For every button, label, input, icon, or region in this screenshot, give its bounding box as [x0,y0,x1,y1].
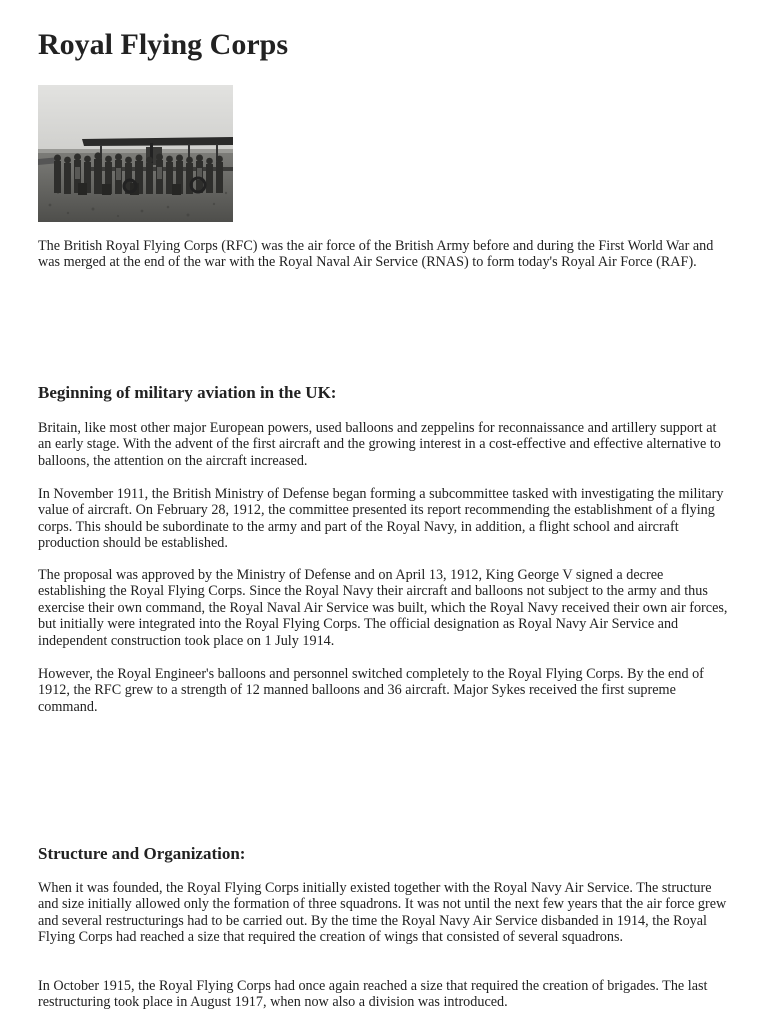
section-paragraph: The proposal was approved by the Ministry of Defense and on April 13, 1912, King George V signed a decree establishing the Royal Flying Corps. Since the Royal Navy their aircraft and balloons not subject to the army and thus exercise their own command, the Royal Naval Air Service was built, which the Royal Navy received their own air forces, but initially were integrated into the Royal Flying Corps. The official designation as Royal Navy Air Service and independent construction took place on 1 July 1914. [38,567,728,649]
section-paragraph: However, the Royal Engineer's balloons and personnel switched completely to the Royal Flying Corps. By the end of 1912, the RFC grew to a strength of 12 manned balloons and 36 aircraft. Major Sykes received the first supreme command. [38,666,704,715]
intro-paragraph: The British Royal Flying Corps (RFC) was the air force of the British Army before and during the First World War and was merged at the end of the war with the Royal Naval Air Service (RNAS) to form today's Royal Air Force (RAF). [38,238,714,271]
section-heading-beginning: Beginning of military aviation in the UK: [38,383,337,402]
section-paragraph: When it was founded, the Royal Flying Corps initially existed together with the Royal Navy Air Service. The structure and size initially allowed only the formation of three squadrons. It was not until the next few years that the air force grew and several restructurings had to be carried out. By the time the Royal Navy Air Service disbanded in 1914, the Royal Flying Corps had reached a size that required the creation of wings that consisted of several squadrons. [38,880,727,946]
section-paragraph: In October 1915, the Royal Flying Corps had once again reached a size that required the creation of brigades. The last restructuring took place in August 1917, when now also a division was introduced. [38,978,708,1011]
page-title: Royal Flying Corps [38,28,289,61]
section-paragraph: In November 1911, the British Ministry of Defense began forming a subcommittee tasked with investigating the military value of aircraft. On February 28, 1912, the committee presented its report recommending the establishment of a flying corps. This should be subordinate to the army and part of the Royal Navy, in addition, a flight school and aircraft production should be established. [38,486,724,552]
section-heading-structure: Structure and Organization: [38,844,246,863]
section-paragraph: Britain, like most other major European powers, used balloons and zeppelins for reconnaissance and artillery support at an early stage. With the advent of the first aircraft and the growing interest in a cost-effective and effective alternative to balloons, the attention on the aircraft increased. [38,420,721,469]
biplane-group-photo [38,85,233,222]
photo-illustration [38,85,233,222]
